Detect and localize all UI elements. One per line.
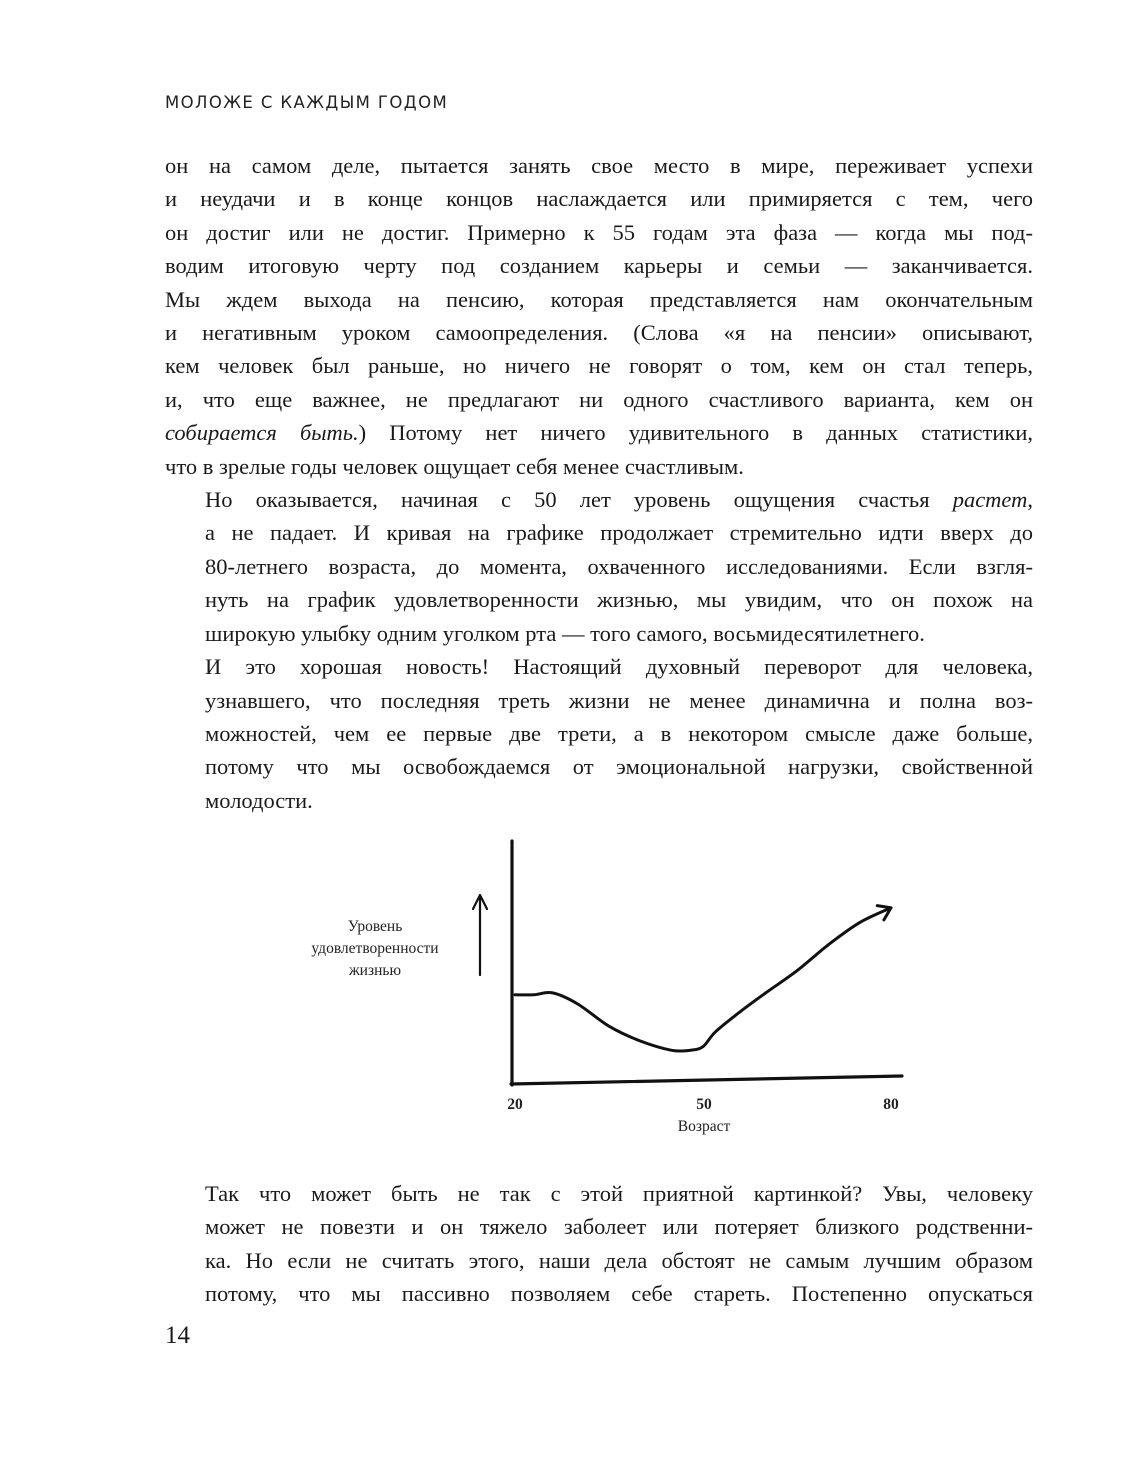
text-line: 80-летнего возраста, до момента, охваченного исследованиями. Если взгля- — [205, 553, 1033, 579]
text-line: и, что еще важнее, не предлагают ни одного счастливого варианта, кем он — [165, 386, 1033, 412]
y-axis-label-line: Уровень — [347, 918, 403, 935]
life-satisfaction-chart — [290, 835, 930, 1145]
series-line — [515, 908, 891, 1051]
y-axis-label-line: удовлетворенности — [311, 940, 439, 957]
x-tick-label: 20 — [507, 1096, 523, 1113]
text-line: Так что может быть не так с этой приятной картинкой? Увы, человеку — [205, 1181, 1033, 1206]
y-axis-label-line: жизнью — [348, 962, 402, 979]
paragraph — [165, 483, 1033, 650]
text-line: ка. Но если не считать этого, наши дела обстоят не самым лучшим образом — [205, 1247, 1033, 1273]
page-number: 14 — [165, 1322, 190, 1349]
body-text-top — [165, 149, 1033, 817]
body-text-bottom — [165, 1177, 1033, 1311]
text-line: можностей, чем ее первые две трети, а в некотором смысле даже больше, — [205, 720, 1033, 746]
italic-text: собирается быть. — [165, 420, 359, 446]
text-line: нуть на график удовлетворенности жизнью, мы увидим, что он похож на — [205, 587, 1033, 613]
text-line: кем человек был раньше, но ничего не говорят о том, кем он стал теперь, — [165, 353, 1033, 379]
text-line: а не падает. И кривая на графике продолжает стремительно идти вверх до — [205, 520, 1033, 546]
text-line: Но оказывается, начиная с 50 лет уровень ощущения счастья растет, — [205, 487, 1033, 513]
text-line: широкую улыбку одним уголком рта — того самого, восьмидесятилетнего. — [205, 620, 925, 646]
text-line: он на самом деле, пытается занять свое место в мире, переживает успехи — [165, 153, 1033, 178]
text-line: узнавшего, что последняя треть жизни не менее динамична и полна воз- — [205, 687, 1033, 713]
y-axis-up-arrow-icon — [473, 895, 487, 975]
text-line: И это хорошая новость! Настоящий духовный переворот для человека, — [205, 654, 1033, 680]
x-axis-label: Возраст — [677, 1118, 731, 1135]
running-head: МОЛОЖЕ С КАЖДЫМ ГОДОМ — [165, 93, 449, 112]
italic-text: растет — [952, 487, 1028, 513]
text-line: собирается быть.) Потому нет ничего удивительного в данных статистики, — [165, 420, 1034, 446]
x-tick-label: 50 — [696, 1096, 712, 1113]
text-line: и негативным уроком самоопределения. (Слова «я на пенсии» описывают, — [165, 320, 1033, 346]
text-line: молодости. — [205, 787, 313, 813]
text-line: и неудачи и в конце концов наслаждается или примиряется с тем, чего — [165, 186, 1033, 212]
x-tick-label: 80 — [883, 1096, 899, 1113]
text-line: он достиг или не достиг. Примерно к 55 годам эта фаза — когда мы под- — [165, 219, 1033, 245]
paragraph — [165, 1177, 1033, 1311]
paragraph — [165, 650, 1033, 817]
text-line: что в зрелые годы человек ощущает себя менее счастливым. — [165, 453, 744, 479]
x-axis — [511, 1076, 902, 1084]
text-line: водим итоговую черту под созданием карьеры и семьи — заканчивается. — [165, 253, 1033, 279]
text-line: Мы ждем выхода на пенсию, которая представляется нам окончательным — [165, 286, 1033, 312]
text-line: потому, что мы пассивно позволяем себе стареть. Постепенно опускаться — [205, 1281, 1033, 1307]
paragraph — [165, 149, 1033, 483]
chart-axes — [473, 841, 902, 1085]
text-line: может не повезти и он тяжело заболеет или потеряет близкого родственни- — [205, 1214, 1033, 1240]
text-line: потому что мы освобождаемся от эмоциональной нагрузки, свойственной — [205, 754, 1033, 780]
chart-canvas — [290, 835, 930, 1145]
